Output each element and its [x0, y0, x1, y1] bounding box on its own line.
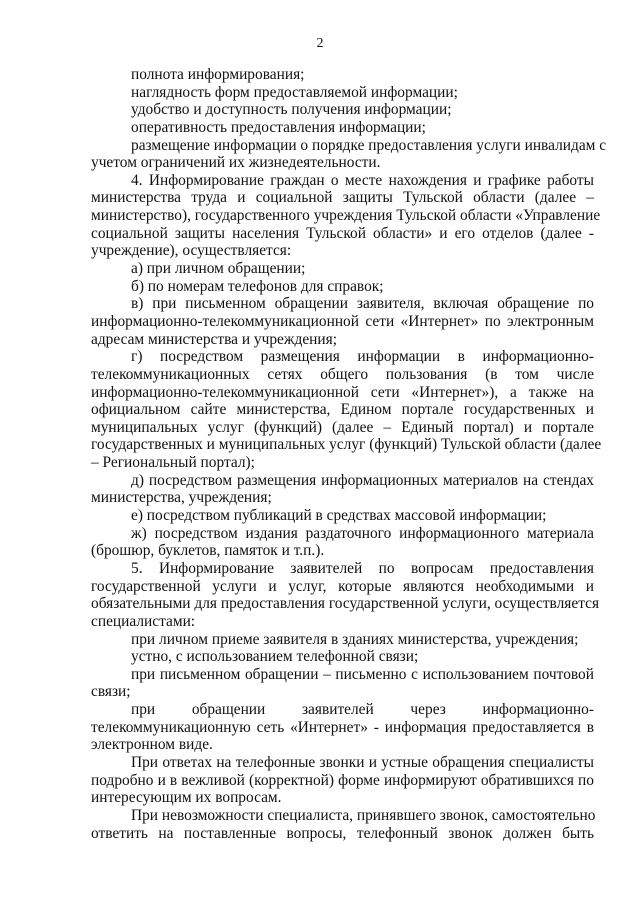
text-line: размещение информации о порядке предоставления услуги инвалидам с [131, 136, 607, 154]
text-line: министерства труда и социальной защиты Тульской области (далее – [91, 189, 594, 207]
text-line: устно, с использованием телефонной связи; [131, 648, 419, 666]
text-line: официальном сайте министерства, Едином портале государственных и [91, 401, 594, 419]
text-line: подробно и в вежливой (корректной) форме информируют обратившихся по [91, 771, 594, 789]
text-line: учетом ограничений их жизнедеятельности. [91, 154, 381, 172]
text-line: ж) посредством издания раздаточного информационного материала [131, 524, 594, 542]
text-line: в) при письменном обращении заявителя, включая обращение по [131, 295, 594, 313]
text-line: При невозможности специалиста, принявшего звонок, самостоятельно [131, 806, 596, 824]
text-line: наглядность форм предоставляемой информации; [131, 83, 458, 101]
text-line: (брошюр, буклетов, памяток и т.п.). [91, 542, 325, 560]
text-line: информационно-телекоммуникационной сети «Интернет»), а также на [91, 383, 594, 401]
text-line: удобство и доступность получения информации; [131, 101, 452, 119]
text-line: полнота информирования; [131, 66, 305, 83]
text-line: – Региональный портал); [91, 454, 255, 472]
text-line: 4. Информирование граждан о месте нахождения и графике работы [131, 171, 594, 189]
text-line: а) при личном обращении; [131, 260, 306, 278]
text-line: телекоммуникационных сетях общего пользования (в том числе [91, 365, 594, 383]
text-line: муниципальных услуг (функций) (далее – Единый портал) и портале [91, 418, 594, 436]
text-line: при обращении заявителей через информационно- [131, 701, 594, 719]
text-line: При ответах на телефонные звонки и устные обращения специалисты [131, 753, 594, 771]
text-line: учреждение), осуществляется: [91, 242, 292, 260]
text-line: электронном виде. [91, 736, 213, 754]
text-line: д) посредством размещения информационных материалов на стендах [131, 471, 594, 489]
text-line: государственных и муниципальных услуг (функций) Тульской области (далее [91, 436, 602, 454]
page-number: 2 [316, 36, 324, 51]
text-line: министерства, учреждения; [91, 489, 272, 507]
text-line: государственной услуги и услуг, которые являются необходимыми и [91, 577, 594, 595]
document-body [91, 66, 607, 842]
text-line: телекоммуникационную сеть «Интернет» - информация предоставляется в [91, 718, 594, 736]
text-line: связи; [91, 683, 131, 701]
text-line: министерство), государственного учреждения Тульской области «Управление [91, 207, 601, 225]
text-line: 5. Информирование заявителей по вопросам предоставления [131, 559, 594, 577]
text-line: обязательными для предоставления государственной услуги, осуществляется [91, 595, 600, 613]
text-line: при письменном обращении – письменно с использованием почтовой [131, 665, 594, 683]
text-line: при личном приеме заявителя в зданиях министерства, учреждения; [131, 630, 579, 648]
text-line: оперативность предоставления информации; [131, 118, 426, 136]
text-line: е) посредством публикаций в средствах массовой информации; [131, 507, 547, 525]
text-line: б) по номерам телефонов для справок; [131, 277, 384, 295]
text-line: ответить на поставленные вопросы, телефонный звонок должен быть [91, 824, 594, 842]
text-line: г) посредством размещения информации в информационно- [131, 348, 594, 366]
text-line: интересующим их вопросам. [91, 789, 282, 807]
text-line: адресам министерства и учреждения; [91, 330, 338, 348]
text-line: социальной защиты населения Тульской области» и его отделов (далее - [91, 224, 594, 242]
text-line: специалистами: [91, 612, 196, 630]
text-line: информационно-телекоммуникационной сети «Интернет» по электронным [91, 312, 594, 330]
